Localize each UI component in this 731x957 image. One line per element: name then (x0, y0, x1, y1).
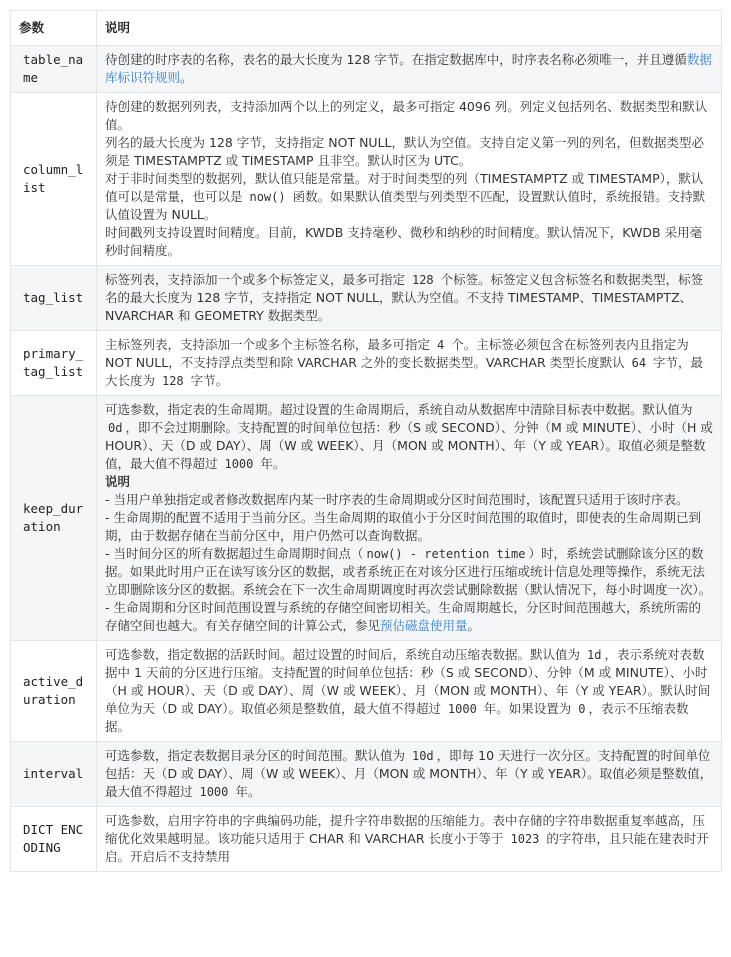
description-line (105, 134, 713, 170)
description-text: ，表示系统对表数据中 1 天前的分区进行压缩。支持配置的时间单位包括：秒（S 或 SECOND）、分钟（M 或 MINUTE）、小时（H 或 HOUR）、天（D 或 DAY）、周（W 或 WEEK）、月（MON 或 MONTH）、年（Y 或 YEAR）。默认时间单位为天（D 或 DAY）。取值必须是整数值，最大值不得超过 (105, 647, 711, 716)
table-row (11, 93, 722, 266)
inline-code: 1000 (447, 702, 477, 716)
description-text: - 当时间分区的所有数据超过生命周期时间点（ (105, 546, 364, 561)
description-text: - 生命周期和分区时间范围设置与系统的存储空间密切相关。生命周期越长，分区时间范围越大，系统所需的存储空间也越大。有关存储空间的计算公式，参见 (105, 600, 701, 633)
table-row (11, 641, 722, 742)
description-text: 可选参数，启用字符串的字典编码功能，提升字符串数据的压缩能力。表中存储的字符串数据重复率越高，压缩优化效果越明显。该功能只适用于 CHAR 和 VARCHAR 长度小于等于 (105, 813, 706, 846)
description-line (105, 812, 713, 866)
doc-link[interactable]: 预估磁盘使用量 (380, 618, 468, 633)
inline-code: 1000 (199, 785, 229, 799)
inline-code: now() - retention time (366, 547, 526, 561)
description-text: 标签列表，支持添加一个或多个标签定义，最多可指定 (105, 272, 409, 287)
description-cell (97, 266, 722, 331)
description-text: 。 (180, 70, 193, 85)
table-body (11, 46, 722, 872)
description-text: 年。如果设置为 (479, 701, 576, 716)
param-cell (11, 396, 97, 641)
description-line (105, 170, 713, 224)
inline-code: 4 (436, 338, 445, 352)
param-name: column_list (23, 162, 84, 195)
description-cell (97, 641, 722, 742)
description-text: 年。 (256, 456, 286, 471)
param-name: primary_tag_list (23, 346, 84, 379)
table-row (11, 742, 722, 807)
description-text: - 生命周期的配置不适用于当前分区。当生命周期的取值小于分区时间范围的取值时，即使表的生命周期已到期，由于数据存储在当前分区中，用户仍然可以查询数据。 (105, 510, 701, 543)
description-text: - 当用户单独指定或者修改数据库内某一时序表的生命周期或分区时间范围时，该配置只适用于该时序表。 (105, 492, 689, 507)
param-cell (11, 93, 97, 266)
description-text: 主标签列表，支持添加一个或多个主标签名称，最多可指定 (105, 337, 434, 352)
inline-code: 10d (411, 749, 434, 763)
description-line (105, 545, 713, 599)
description-text: ）时，系统尝试删除该分区的数据。如果此时用户正在读写该分区的数据，或者系统正在对该分区进行压缩或统计信息处理等操作，系统无法立即删除该分区的数据。系统会在下一次生命周期调度时再次尝试删除数据（默认情况下，每小时调度一次）。 (105, 546, 712, 597)
description-text: 时间戳列支持设置时间精度。目前，KWDB 支持毫秒、微秒和纳秒的时间精度。默认情况下，KWDB 采用毫秒时间精度。 (105, 225, 703, 258)
table-row (11, 331, 722, 396)
table-row (11, 396, 722, 641)
description-line (105, 599, 713, 635)
description-text: 个。主标签必须包含在标签列表内且指定为 NOT NULL，不支持浮点类型和除 VARCHAR 之外的变长数据类型。VARCHAR 类型长度默认 (105, 337, 689, 370)
doc-link[interactable]: 数据库标识符规则 (105, 52, 712, 85)
param-cell (11, 807, 97, 872)
param-name: active_duration (23, 674, 84, 707)
description-text: ，即每 10 天进行一次分区。支持配置的时间单位包括：天（D 或 DAY）、周（W 或 WEEK）、月（MON 或 MONTH）、年（Y 或 YEAR）。取值必须是整数值，最大值不得超过 (105, 748, 713, 799)
inline-code: 1023 (510, 832, 540, 846)
description-line (105, 491, 713, 509)
description-cell (97, 807, 722, 872)
description-line (105, 271, 713, 325)
inline-code: 128 (411, 273, 434, 287)
inline-code: 0 (578, 702, 586, 716)
param-cell (11, 331, 97, 396)
description-text: ，即不会过期删除。支持配置的时间单位包括：秒（S 或 SECOND）、分钟（M 或 MINUTE）、小时（H 或 HOUR）、天（D 或 DAY）、周（W 或 WEEK）、月（MON 或 MONTH）、年（Y 或 YEAR）。取值必须是整数值，最大值不得超过 (105, 420, 713, 471)
description-line (105, 98, 713, 134)
description-cell (97, 396, 722, 641)
description-cell (97, 46, 722, 93)
param-name: tag_list (23, 290, 84, 305)
description-text: 函数。如果默认值类型与列类型不匹配，设置默认值时，系统报错。支持默认值设置为 NULL。 (105, 189, 706, 222)
param-name: interval (23, 766, 84, 781)
inline-code: 1000 (224, 457, 254, 471)
inline-code: 0d (108, 421, 123, 435)
description-cell (97, 331, 722, 396)
table-header-row (11, 11, 722, 46)
param-cell (11, 46, 97, 93)
description-text: 。 (467, 618, 481, 633)
param-cell (11, 266, 97, 331)
description-text: 列名的最大长度为 128 字节，支持指定 NOT NULL，默认为空值。支持自定义第一列的列名，但数据类型必须是 TIMESTAMPTZ 或 TIMESTAMP 且非空。默认时区为 UTC。 (105, 135, 705, 168)
description-text: 年。 (231, 784, 261, 799)
description-cell (97, 93, 722, 266)
param-cell (11, 641, 97, 742)
description-text: ，表示不压缩表数据。 (105, 701, 689, 734)
param-name: table_name (23, 52, 84, 85)
table-row (11, 266, 722, 331)
table-row (11, 46, 722, 93)
param-name: keep_duration (23, 501, 84, 534)
description-line (105, 509, 713, 545)
parameters-table (10, 10, 722, 872)
note-title: 说明 (105, 474, 131, 489)
description-line (105, 336, 713, 390)
param-cell (11, 742, 97, 807)
description-line (105, 51, 713, 87)
description-text: 字节，最大长度为 (105, 355, 704, 388)
param-name: DICT ENCODING (23, 822, 84, 855)
inline-code: 1d (586, 648, 602, 662)
description-text: 字节。 (186, 373, 229, 388)
description-text: 可选参数，指定表的生命周期。超过设置的生命周期后，系统自动从数据库中清除目标表中数据。默认值为 (105, 402, 693, 417)
description-line (105, 646, 713, 736)
table-row (11, 807, 722, 872)
header-description: 说明 (97, 11, 722, 46)
description-text: 待创建的时序表的名称，表名的最大长度为 128 字节。在指定数据库中，时序表名称必须唯一，并且遵循 (105, 52, 687, 67)
description-line (105, 473, 713, 491)
description-line (105, 401, 713, 473)
inline-code: 128 (161, 374, 184, 388)
description-line (105, 747, 713, 801)
inline-code: 64 (631, 356, 647, 370)
description-line (105, 224, 713, 260)
description-text: 的字符串，且只能在建表时开启。开启后不支持禁用 (105, 831, 709, 864)
description-text: 个标签。标签定义包含标签名和数据类型，标签名的最大长度为 128 字节，支持指定 NOT NULL，默认为空值。不支持 TIMESTAMP、TIMESTAMPTZ、NVARCHAR 和 GEOMETRY 数据类型。 (105, 272, 704, 323)
description-text: 对于非时间类型的数据列，默认值只能是常量。对于时间类型的列（TIMESTAMPTZ 或 TIMESTAMP），默认值可以是常量，也可以是 (105, 171, 704, 204)
inline-code: now() (249, 190, 286, 204)
description-text: 可选参数，指定数据的活跃时间。超过设置的时间后，系统自动压缩表数据。默认值为 (105, 647, 584, 662)
description-text: 待创建的数据列列表，支持添加两个以上的列定义，最多可指定 4096 列。列定义包括列名、数据类型和默认值。 (105, 99, 708, 132)
description-text: 可选参数，指定表数据目录分区的时间范围。默认值为 (105, 748, 409, 763)
description-cell (97, 742, 722, 807)
header-param: 参数 (11, 11, 97, 46)
